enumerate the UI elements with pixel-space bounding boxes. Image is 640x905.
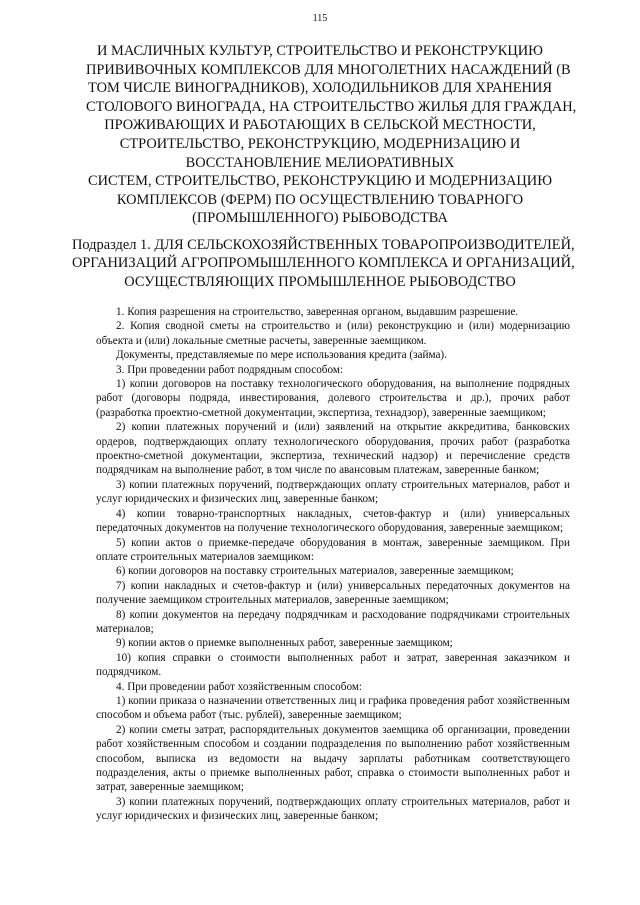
paragraph: 3) копии платежных поручений, подтверждающих оплату строительных материалов, работ и услуг юридических и физических лиц, заверенные банком; [96,478,570,506]
document-body [96,305,570,824]
paragraph: 3) копии платежных поручений, подтверждающих оплату строительных материалов, работ и услуг юридических и физических лиц, заверенные банком; [96,795,570,823]
section-title-line: И МАСЛИЧНЫХ КУЛЬТУР, СТРОИТЕЛЬСТВО И РЕКОНСТРУКЦИЮ [97,43,543,59]
paragraph: 1) копии приказа о назначении ответственных лиц и графика проведения работ хозяйственным способом и объема работ (тыс. рублей), заверенные заемщиком; [96,694,570,722]
section-title-line: ПРОЖИВАЮЩИХ И РАБОТАЮЩИХ В СЕЛЬСКОЙ МЕСТНОСТИ, [104,117,536,134]
section-title-line: СИСТЕМ, СТРОИТЕЛЬСТВО, РЕКОНСТРУКЦИЮ И МОДЕРНИЗАЦИЮ [88,173,552,190]
section-title-line: (ПРОМЫШЛЕННОГО) РЫБОВОДСТВА [192,210,448,227]
paragraph: 2) копии платежных поручений и (или) заявлений на открытие аккредитива, банковских ордеров, подтверждающих оплату технологического оборудования, прочих работ (разработка проектно-сметной документации, экспертиза, технический надзор) и перечисление средств подрядчикам на выполнение работ, в том числе по авансовым платежам, заверенные банком; [96,421,570,477]
paragraph: 9) копии актов о приемке выполненных работ, заверенные заемщиком; [116,637,453,650]
subsection-title-line: Подраздел 1. ДЛЯ СЕЛЬСКОХОЗЯЙСТВЕННЫХ ТОВАРОПРОИЗВОДИТЕЛЕЙ, [72,237,575,253]
paragraph: 2) копии сметы затрат, распорядительных документов заемщика об организации, проведении работ хозяйственным способом и создании подразделения по выполнению работ хозяйственным способом, выписка из ведомости на выдачу зарплаты работникам соответствующего подразделения, акты о приемке выполненных работ, справка о стоимости выполненных работ и затрат, заверенные заемщиком; [96,723,570,794]
paragraph: 8) копии документов на передачу подрядчикам и расходование подрядчиками строительных материалов; [96,608,570,635]
paragraph: 10) копия справки о стоимости выполненных работ и затрат, заверенная заказчиком и подрядчиком. [96,651,570,679]
section-title-line: СТОЛОВОГО ВИНОГРАДА, НА СТРОИТЕЛЬСТВО ЖИЛЬЯ ДЛЯ ГРАЖДАН, [86,98,577,115]
paragraph: 5) копии актов о приемке-передаче оборудования в монтаж, заверенные заемщиком. При оплате строительных материалов заемщиком: [96,536,570,563]
page-number: 115 [312,13,328,24]
paragraph: 3. При проведении работ подрядным способом: [116,363,344,376]
paragraph: 2. Копия сводной сметы на строительство и (или) реконструкцию и (или) модернизацию объекта и (или) локальные сметные расчеты, заверенные заемщиком. [96,320,570,347]
section-title-line: ТОМ ЧИСЛЕ ВИНОГРАДНИКОВ), ХОЛОДИЛЬНИКОВ ДЛЯ ХРАНЕНИЯ [88,80,552,97]
section-title-line: ПРИВИВОЧНЫХ КОМПЛЕКСОВ ДЛЯ МНОГОЛЕТНИХ НАСАЖДЕНИЙ (В [86,61,571,78]
section-title-line: СТРОИТЕЛЬСТВО, РЕКОНСТРУКЦИЮ, МОДЕРНИЗАЦИЮ И [119,135,521,152]
paragraph: 1. Копия разрешения на строительство, заверенная органом, выдавшим разрешение. [116,306,519,318]
paragraph: 7) копии накладных и счетов-фактур и (или) универсальных передаточных документов на получение заемщиком строительных материалов, заверенные заемщиком; [96,579,570,607]
section-title [86,42,577,228]
subsection-title-line: ОСУЩЕСТВЛЯЮЩИХ ПРОМЫШЛЕННОЕ РЫБОВОДСТВО [124,273,516,290]
paragraph: Документы, представляемые по мере использования кредита (займа). [116,349,447,362]
section-title-line: ВОССТАНОВЛЕНИЕ МЕЛИОРАТИВНЫХ [185,154,455,171]
section-title-line: КОМПЛЕКСОВ (ФЕРМ) ПО ОСУЩЕСТВЛЕНИЮ ТОВАРНОГО [116,191,524,208]
paragraph: 4. При проведении работ хозяйственным способом: [116,680,363,693]
paragraph: 4) копии товарно-транспортных накладных, счетов-фактур и (или) универсальных передаточных документов на получение технологического оборудования, заверенные заемщиком; [96,507,570,535]
subsection-title [72,236,575,291]
subsection-title-line: ОРГАНИЗАЦИЙ АГРОПРОМЫШЛЕННОГО КОМПЛЕКСА И ОРГАНИЗАЦИЙ, [72,255,575,272]
paragraph: 6) копии договоров на поставку строительных материалов, заверенные заемщиком; [116,565,514,578]
paragraph: 1) копии договоров на поставку технологического оборудования, на выполнение подрядных работ (договоры подряда, инвестирования, долевого строительства и др.), прочих работ (разработка проектно-сметной документации, экспертиза, технадзор), заверенные заемщиком; [96,378,570,419]
